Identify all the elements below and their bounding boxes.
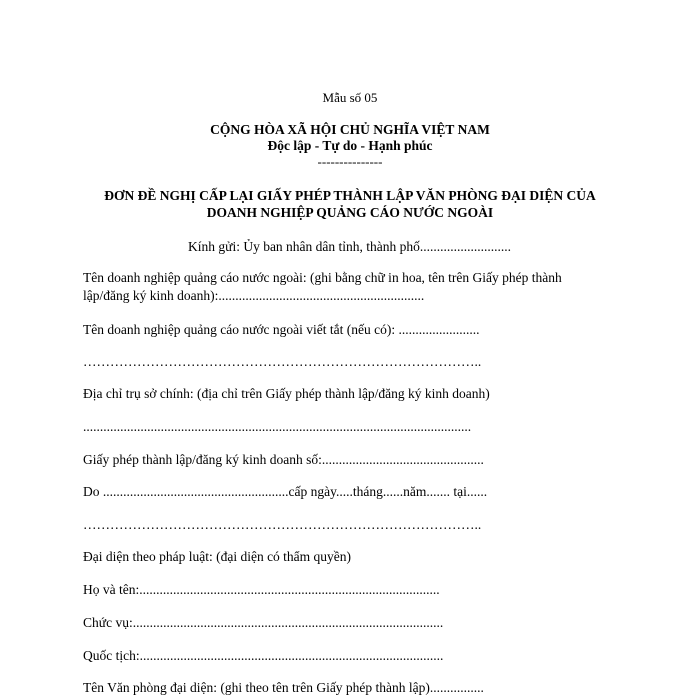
form-number: Mẫu số 05 bbox=[322, 90, 378, 105]
full-name-field: Họ và tên:......................................................................................... bbox=[83, 582, 440, 597]
office-name-field: Tên Văn phòng đại diện: (ghi theo tên trên Giấy phép thành lập)................ bbox=[83, 680, 484, 695]
header-separator: --------------- bbox=[317, 154, 383, 169]
position-field: Chức vụ:............................................................................................ bbox=[83, 615, 444, 630]
legal-representative-label: Đại diện theo pháp luật: (đại diện có thẩm quyền) bbox=[83, 549, 352, 564]
dotted-fill-line-1: …………………………………………………………………………….. bbox=[83, 354, 482, 369]
national-motto: Độc lập - Tự do - Hạnh phúc bbox=[267, 138, 433, 153]
document-title-line-1: ĐƠN ĐỀ NGHỊ CẤP LẠI GIẤY PHÉP THÀNH LẬP VĂN PHÒNG ĐẠI DIỆN CỦA bbox=[104, 188, 596, 203]
issued-by-field: Do .......................................................cấp ngày.....tháng......năm....... tại...... bbox=[83, 484, 488, 499]
head-office-address-label: Địa chỉ trụ sở chính: (địa chỉ trên Giấy phép thành lập/đăng ký kinh doanh) bbox=[83, 386, 490, 401]
dotted-fill-line-2: ................................................................................................................... bbox=[83, 419, 472, 434]
document-title-line-2: DOANH NGHIỆP QUẢNG CÁO NƯỚC NGOÀI bbox=[206, 205, 494, 220]
addressee: Kính gửi: Ủy ban nhân dân tỉnh, thành phố........................... bbox=[188, 239, 512, 254]
dotted-fill-line-3: …………………………………………………………………………….. bbox=[83, 517, 482, 532]
national-title: CỘNG HÒA XÃ HỘI CHỦ NGHĨA VIỆT NAM bbox=[210, 122, 490, 137]
company-name-label-line-1: Tên doanh nghiệp quảng cáo nước ngoài: (ghi bằng chữ in hoa, tên trên Giấy phép thành bbox=[83, 270, 562, 285]
license-number-field: Giấy phép thành lập/đăng ký kinh doanh số:................................................ bbox=[83, 452, 484, 467]
company-short-name-field: Tên doanh nghiệp quảng cáo nước ngoài viết tắt (nếu có): ........................ bbox=[83, 322, 480, 337]
nationality-field: Quốc tịch:.......................................................................................... bbox=[83, 648, 444, 663]
company-name-label-line-2: lập/đăng ký kinh doanh):............................................................. bbox=[83, 288, 425, 303]
